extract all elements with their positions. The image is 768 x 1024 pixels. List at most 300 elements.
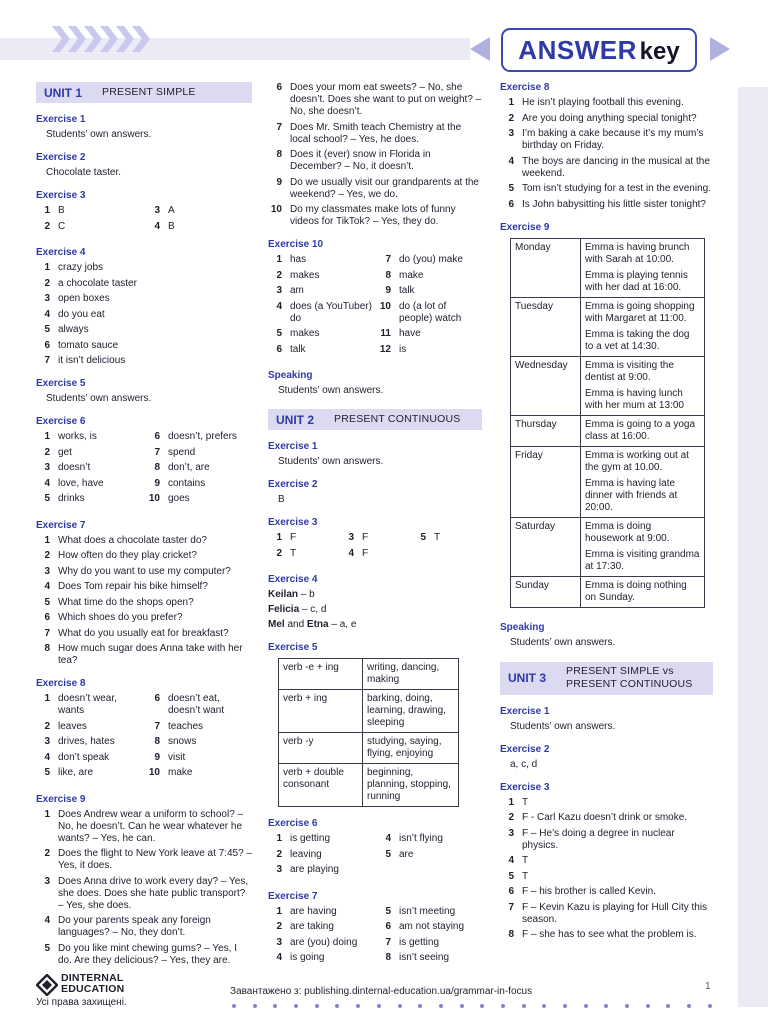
item-number: 1 — [44, 431, 50, 442]
matching-answers — [268, 589, 482, 631]
item-number: 6 — [44, 612, 50, 623]
list-item — [268, 906, 373, 918]
exercise-heading: Exercise 7 — [36, 519, 86, 531]
item-text: doesn’t eat, doesn’t want — [168, 693, 225, 716]
item-number: 5 — [44, 493, 50, 504]
match-row: Keilan – b — [268, 589, 315, 600]
item-number: 1 — [276, 254, 282, 265]
list-item — [377, 849, 482, 861]
item-text: is getting — [290, 833, 331, 844]
item-text: tomato sauce — [58, 339, 119, 351]
exercise-heading: Exercise 9 — [36, 793, 86, 805]
exercise-heading: Exercise 1 — [36, 114, 86, 125]
dot — [232, 1004, 236, 1008]
exercise-heading: Exercise 8 — [36, 678, 86, 689]
list-item — [268, 270, 373, 282]
table-cell: barking, doing, learning, drawing, sleeping — [363, 690, 459, 733]
item-text: F - Carl Kazu doesn’t drink or smoke. — [522, 812, 688, 823]
unit-2-bar — [268, 409, 482, 430]
item-number: 3 — [508, 128, 514, 139]
list-item — [36, 293, 252, 305]
spelling-rules-table — [278, 658, 459, 807]
item-number: 1 — [44, 693, 50, 704]
dot — [501, 1004, 505, 1008]
item-text: B — [168, 220, 175, 232]
list-item — [146, 205, 252, 217]
item-text: does (a YouTuber) do — [290, 300, 372, 324]
exercise-heading: Exercise 6 — [36, 416, 86, 427]
item-text: isn’t flying — [399, 833, 443, 844]
list-item — [36, 478, 142, 490]
list-item — [36, 581, 252, 593]
item-number: 7 — [44, 627, 50, 639]
item-number: 8 — [276, 149, 282, 160]
exercise-heading: Exercise 3 — [36, 190, 86, 201]
item-text: C — [58, 220, 66, 232]
title-key: key — [639, 38, 680, 65]
item-number: 8 — [44, 643, 50, 654]
list-item — [377, 952, 482, 964]
list-item — [146, 447, 252, 459]
item-text: don’t, are — [168, 462, 210, 473]
item-text: don’t speak — [58, 751, 110, 763]
exercise-heading: Exercise 7 — [268, 890, 318, 902]
answer-list — [268, 833, 482, 880]
item-number: 4 — [348, 547, 354, 559]
activity-cell — [581, 415, 705, 446]
item-number: 2 — [276, 269, 282, 281]
table-row — [279, 659, 459, 690]
item-number: 10 — [270, 204, 282, 215]
item-text: Is John babysitting his little sister tonight? — [522, 198, 706, 210]
exercise-answer: Students’ own answers. — [46, 129, 152, 140]
list-item — [412, 532, 472, 544]
exercise-answer: B — [278, 494, 285, 505]
item-number: 3 — [44, 293, 50, 304]
exercise-heading: Exercise 5 — [268, 642, 318, 653]
exercise-heading: Exercise 4 — [268, 574, 318, 585]
item-text: How much sugar does Anna take with her tea? — [58, 643, 243, 666]
list-item — [146, 462, 252, 474]
item-text: makes — [290, 328, 320, 339]
activity-text: Emma is doing housework at 9:00. — [585, 520, 670, 544]
list-item — [36, 447, 142, 459]
unit-name: PRESENT CONTINUOUS — [334, 413, 461, 425]
exercise-heading: Exercise 5 — [36, 378, 86, 389]
item-text: Does it (ever) snow in Florida in December? – No, it doesn’t. — [290, 149, 431, 172]
list-item — [268, 921, 373, 933]
item-text: love, have — [58, 477, 104, 489]
item-number: 7 — [385, 936, 391, 948]
list-item — [268, 82, 482, 118]
item-number: 8 — [508, 929, 514, 940]
table-row — [511, 517, 705, 576]
item-text: F – He’s doing a degree in nuclear physics. — [522, 827, 675, 851]
item-text: Do we usually visit our grandparents at the weekend? – Yes, we do. — [290, 176, 479, 200]
dot — [253, 1004, 257, 1008]
dot — [625, 1004, 629, 1008]
list-item — [36, 431, 142, 443]
item-number: 8 — [385, 269, 391, 281]
activity-cell — [581, 576, 705, 607]
item-number: 3 — [44, 565, 50, 577]
item-number: 2 — [44, 277, 50, 289]
item-text: do (you) make — [399, 254, 463, 265]
item-number: 7 — [508, 901, 514, 913]
list-item — [36, 566, 252, 578]
item-number: 7 — [276, 121, 282, 133]
item-text: are — [399, 848, 414, 860]
list-item — [412, 548, 472, 560]
item-text: What time do the shops open? — [58, 596, 194, 608]
activity-cell — [581, 446, 705, 517]
answer-list — [268, 532, 482, 563]
list-item — [500, 797, 713, 809]
item-text: Why do you want to use my computer? — [58, 565, 231, 577]
item-number: 8 — [385, 952, 391, 963]
table-cell: verb + double consonant — [279, 764, 363, 807]
item-number: 5 — [385, 905, 391, 917]
item-text: are taking — [290, 921, 334, 932]
list-item — [377, 254, 482, 266]
list-item — [268, 548, 340, 560]
answer-list — [268, 254, 482, 359]
item-text: T — [290, 547, 297, 559]
list-item — [36, 767, 142, 779]
table-row — [511, 415, 705, 446]
list-item — [500, 812, 713, 824]
item-number: 8 — [154, 736, 160, 747]
item-number: 4 — [44, 915, 50, 926]
item-text: How often do they play cricket? — [58, 550, 197, 561]
item-number: 9 — [154, 751, 160, 763]
activity-text: Emma is going to a yoga class at 16:00. — [585, 418, 696, 442]
exercise-answer: Students’ own answers. — [278, 385, 384, 396]
chevrons-decoration-icon — [52, 26, 152, 52]
list-item — [340, 548, 412, 560]
list-item — [377, 921, 482, 933]
item-number: 4 — [276, 300, 282, 312]
list-item — [268, 285, 373, 297]
exercise-heading: Exercise 2 — [500, 743, 550, 755]
list-item — [36, 848, 252, 872]
side-strip — [738, 87, 768, 1007]
dot — [356, 1004, 360, 1008]
item-number: 9 — [154, 477, 160, 489]
list-item — [146, 478, 252, 490]
item-number: 6 — [276, 343, 282, 355]
item-number: 1 — [508, 796, 514, 808]
list-item — [146, 736, 252, 748]
dot — [522, 1004, 526, 1008]
list-item — [146, 721, 252, 733]
item-number: 6 — [385, 921, 391, 932]
item-number: 12 — [379, 343, 391, 355]
list-item — [36, 721, 142, 733]
activity-text: Emma is having lunch with her mum at 13:00 — [585, 387, 684, 411]
unit-name: PRESENT SIMPLE vs PRESENT CONTINUOUS — [566, 665, 693, 690]
answer-list — [36, 535, 252, 668]
item-text: talk — [290, 343, 306, 355]
list-item — [36, 550, 252, 562]
list-item — [377, 906, 482, 918]
answer-list — [268, 906, 482, 968]
activity-cell — [581, 297, 705, 356]
item-number: 2 — [508, 812, 514, 823]
item-number: 1 — [44, 205, 50, 216]
item-number: 2 — [276, 921, 282, 932]
item-text: am — [290, 285, 304, 296]
column-2 — [268, 82, 482, 968]
item-text: snows — [168, 736, 197, 747]
exercise-heading: Speaking — [500, 621, 545, 633]
item-text: is getting — [399, 936, 440, 948]
list-item — [36, 493, 142, 505]
item-number: 6 — [154, 693, 160, 704]
list-item — [500, 97, 713, 109]
item-number: 3 — [276, 936, 282, 948]
item-text: it isn’t delicious — [58, 355, 126, 366]
dot — [542, 1004, 546, 1008]
column-1 — [36, 82, 252, 970]
unit-1-bar — [36, 82, 252, 103]
exercise-answer: Students’ own answers. — [46, 393, 152, 404]
dot — [584, 1004, 588, 1008]
list-item — [36, 612, 252, 624]
answer-key-title — [501, 28, 697, 72]
item-text: Are you doing anything special tonight? — [522, 112, 697, 124]
activity-text: Emma is having late dinner with friends at 20:00. — [585, 477, 678, 513]
match-row: Mel and Etna – a, e — [268, 619, 357, 630]
answer-list — [268, 82, 482, 228]
item-text: are (you) doing — [290, 936, 358, 948]
item-number: 1 — [44, 262, 50, 273]
dot — [563, 1004, 567, 1008]
item-text: F – Kevin Kazu is playing for Hull City this season. — [522, 901, 708, 925]
item-text: Tom isn’t studying for a test in the evening. — [522, 183, 711, 194]
item-number: 5 — [44, 942, 50, 954]
activity-text: Emma is visiting grandma at 17:30. — [585, 548, 700, 572]
list-item — [36, 340, 252, 352]
dot — [335, 1004, 339, 1008]
item-number: 7 — [44, 355, 50, 366]
item-number: 4 — [385, 833, 391, 844]
list-item — [268, 301, 373, 325]
list-item — [500, 855, 713, 867]
item-number: 4 — [44, 751, 50, 763]
list-item — [36, 915, 252, 939]
list-item — [377, 301, 482, 325]
list-item — [268, 849, 373, 861]
list-item — [500, 183, 713, 195]
list-item — [340, 532, 412, 544]
list-item — [36, 262, 252, 274]
item-text: do (a lot of people) watch — [399, 300, 462, 324]
list-item — [268, 122, 482, 146]
item-text — [434, 548, 472, 560]
item-text: Which shoes do you prefer? — [58, 612, 183, 623]
item-number: 6 — [154, 431, 160, 442]
item-text: Does Anna drive to work every day? – Yes, she does. Does she hate public transport? – Yes, she does. — [58, 875, 249, 911]
item-number: 2 — [276, 547, 282, 559]
arrow-left-icon — [470, 37, 490, 61]
list-item — [500, 113, 713, 125]
item-text: contains — [168, 477, 206, 489]
day-cell: Friday — [511, 446, 581, 517]
item-number: 4 — [508, 855, 514, 866]
list-item — [36, 324, 252, 336]
item-text: A — [168, 205, 175, 216]
day-cell: Saturday — [511, 517, 581, 576]
item-number: 2 — [44, 446, 50, 458]
item-text: drinks — [58, 493, 85, 504]
activity-cell — [581, 356, 705, 415]
item-number: 1 — [44, 534, 50, 546]
item-number: 4 — [44, 477, 50, 489]
list-item — [500, 902, 713, 926]
list-item — [146, 767, 252, 779]
column-3 — [500, 82, 713, 945]
item-number: 3 — [276, 864, 282, 875]
item-number: 5 — [420, 532, 426, 543]
list-item — [268, 149, 482, 173]
list-item — [36, 535, 252, 547]
list-item — [268, 952, 373, 964]
item-text: makes — [290, 269, 320, 281]
activity-text: Emma is visiting the dentist at 9:00. — [585, 359, 674, 383]
list-item — [268, 177, 482, 201]
answer-list — [36, 205, 252, 236]
item-number: 4 — [154, 220, 160, 232]
answer-list — [500, 97, 713, 211]
answer-list — [36, 431, 252, 509]
activity-text: Emma is having brunch with Sarah at 10:00. — [585, 241, 690, 265]
answer-list — [500, 797, 713, 942]
item-text: Does Andrew wear a uniform to school? – No, he doesn’t. Can he wear whatever he wants? – Yes, he can. — [58, 808, 244, 844]
list-item — [146, 752, 252, 764]
list-item — [377, 328, 482, 340]
item-text: isn’t meeting — [399, 905, 456, 917]
table-row — [511, 446, 705, 517]
list-item — [36, 462, 142, 474]
exercise-answer: a, c, d — [510, 758, 538, 770]
list-item — [36, 752, 142, 764]
item-text: doesn’t, prefers — [168, 431, 237, 442]
item-number: 3 — [154, 205, 160, 216]
exercise-heading: Exercise 8 — [500, 82, 550, 93]
item-text: works, is — [58, 431, 97, 442]
table-row — [279, 733, 459, 764]
item-number: 2 — [44, 848, 50, 859]
match-row: Felicia – c, d — [268, 604, 327, 615]
download-source[interactable]: Завантажено з: publishing.dinternal-education.ua/grammar-in-focus — [230, 986, 533, 997]
item-text: leaving — [290, 848, 322, 860]
item-text: talk — [399, 285, 415, 296]
activity-text: Emma is playing tennis with her dad at 16:00. — [585, 269, 688, 293]
item-number — [377, 864, 399, 876]
item-number: 3 — [276, 285, 282, 296]
list-item — [268, 344, 373, 356]
item-text: T — [434, 532, 441, 543]
list-item — [36, 597, 252, 609]
list-item — [500, 199, 713, 211]
item-text: T — [522, 796, 529, 808]
list-item — [36, 355, 252, 367]
item-text — [399, 864, 482, 876]
item-text: visit — [168, 751, 186, 763]
exercise-heading: Exercise 4 — [36, 247, 86, 258]
item-number: 10 — [148, 767, 160, 778]
item-number: 5 — [385, 848, 391, 860]
item-text: have — [399, 328, 421, 339]
list-item — [36, 628, 252, 640]
dot — [666, 1004, 670, 1008]
item-text: The boys are dancing in the musical at the weekend. — [522, 155, 710, 179]
item-text: I’m baking a cake because it’s my mum’s birthday on Friday. — [522, 128, 704, 151]
exercise-answer: Students’ own answers. — [510, 636, 616, 648]
list-item — [268, 833, 373, 845]
item-text: are having — [290, 905, 337, 917]
item-number: 5 — [508, 870, 514, 882]
exercise-answer: Students’ own answers. — [278, 456, 384, 467]
unit-number: UNIT 3 — [508, 671, 547, 685]
dot — [418, 1004, 422, 1008]
item-text: doesn’t wear, wants — [58, 693, 117, 716]
item-number: 2 — [44, 720, 50, 732]
exercise-heading: Exercise 1 — [500, 705, 550, 717]
table-row — [279, 690, 459, 733]
decorative-dots — [232, 1004, 712, 1012]
item-text: What do you usually eat for breakfast? — [58, 627, 229, 639]
list-item — [500, 886, 713, 898]
item-text: crazy jobs — [58, 262, 104, 273]
item-text: do you eat — [58, 308, 105, 320]
item-number: 4 — [508, 155, 514, 167]
item-text: always — [58, 324, 89, 335]
activity-text: Emma is going shopping with Margaret at 11:00. — [585, 300, 695, 324]
exercise-heading: Exercise 6 — [268, 818, 318, 829]
item-number: 1 — [276, 532, 282, 543]
item-number — [412, 548, 434, 560]
day-cell: Wednesday — [511, 356, 581, 415]
item-number: 3 — [44, 736, 50, 747]
item-text: T — [522, 855, 529, 866]
list-item — [36, 309, 252, 321]
item-text: Does the flight to New York leave at 7:45? – Yes, it does. — [58, 848, 253, 871]
dot — [480, 1004, 484, 1008]
unit-name: PRESENT SIMPLE — [102, 86, 196, 98]
title-answer: ANSWER — [518, 35, 637, 65]
list-item — [268, 254, 373, 266]
item-text: F – his brother is called Kevin. — [522, 886, 656, 897]
table-cell: verb + ing — [279, 690, 363, 733]
item-text: F — [362, 532, 369, 543]
item-number: 2 — [508, 112, 514, 124]
list-item — [500, 871, 713, 883]
item-text: is going — [290, 952, 325, 963]
list-item — [377, 833, 482, 845]
item-text: leaves — [58, 720, 87, 732]
item-text: isn’t seeing — [399, 952, 450, 963]
dot — [687, 1004, 691, 1008]
list-item — [377, 937, 482, 949]
item-text: is — [399, 343, 407, 355]
table-row — [511, 356, 705, 415]
item-text: has — [290, 254, 307, 265]
exercise-heading: Exercise 3 — [268, 517, 318, 528]
exercise-heading: Exercise 2 — [36, 152, 86, 163]
table-cell: verb -e + ing — [279, 659, 363, 690]
